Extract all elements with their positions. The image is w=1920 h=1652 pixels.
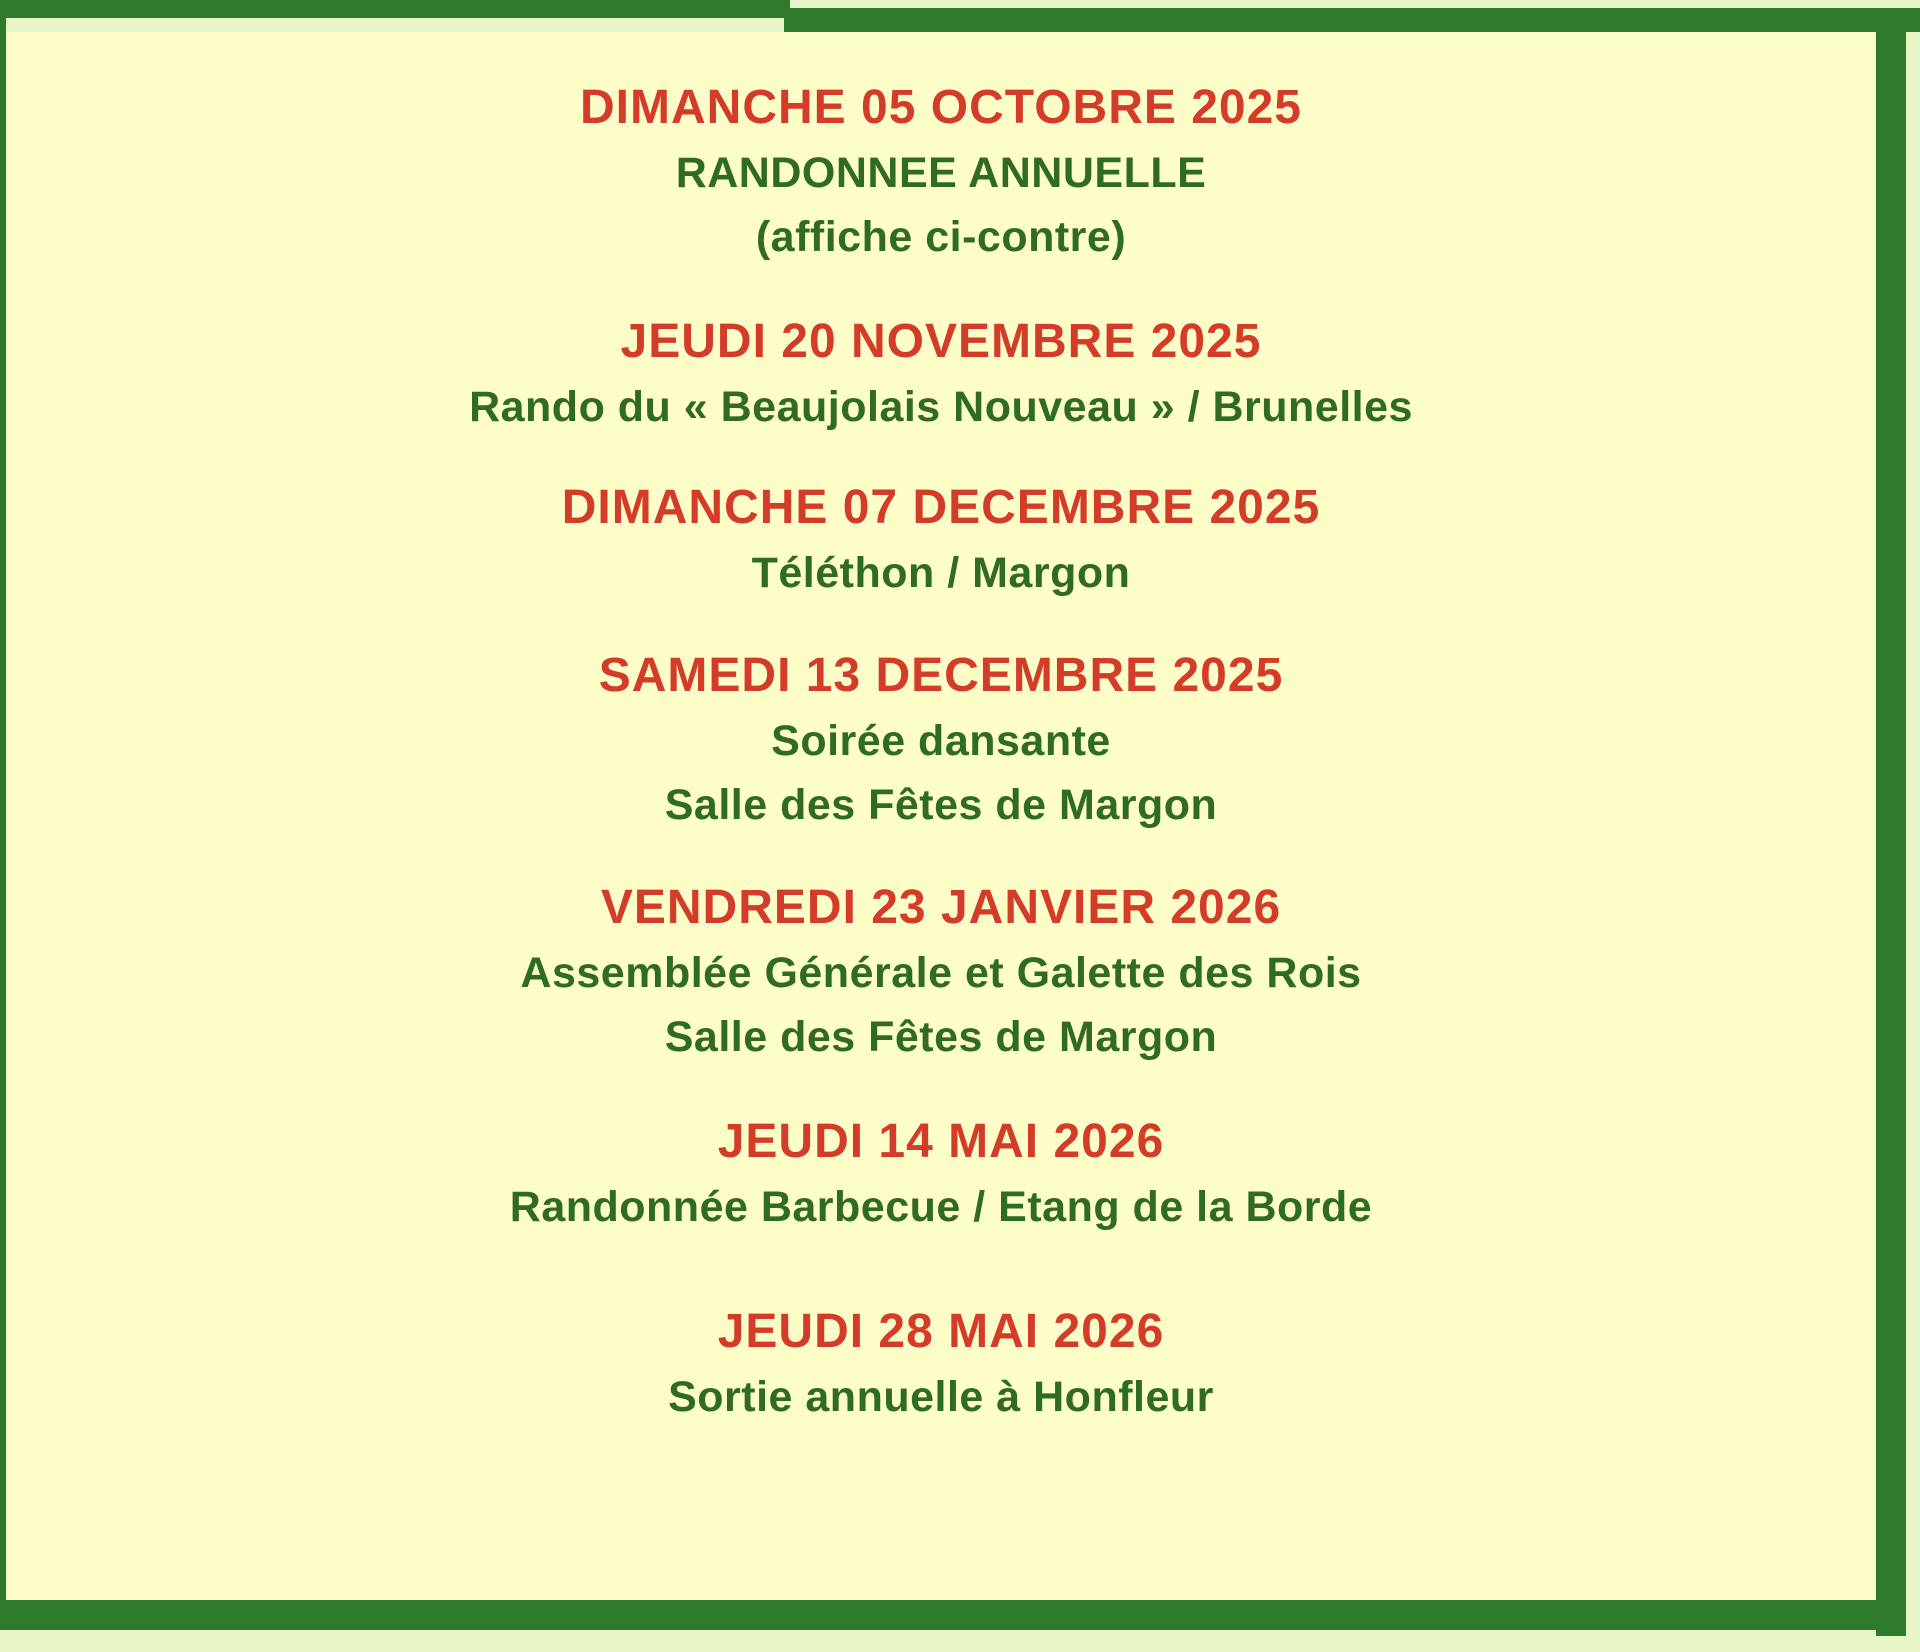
event-date: JEUDI 28 MAI 2026 [717, 1305, 1165, 1358]
event-date: JEUDI 20 NOVEMBRE 2025 [620, 315, 1262, 368]
event-date: DIMANCHE 07 DECEMBRE 2025 [561, 481, 1321, 534]
event-date: JEUDI 14 MAI 2026 [717, 1115, 1165, 1168]
event-description: Sortie annuelle à Honfleur [668, 1373, 1214, 1421]
event-date: VENDREDI 23 JANVIER 2026 [600, 881, 1282, 934]
event-description: Assemblée Générale et Galette des Rois [520, 949, 1362, 997]
event-description: Salle des Fêtes de Margon [664, 781, 1218, 829]
event-description: Randonnée Barbecue / Etang de la Borde [509, 1183, 1373, 1231]
frame-top-right-border [784, 8, 1920, 32]
events-list [6, 32, 1876, 1600]
events-panel [6, 32, 1876, 1600]
event-description: Rando du « Beaujolais Nouveau » / Brunelles [469, 383, 1413, 431]
event-description: Soirée dansante [771, 717, 1111, 765]
event-description: Salle des Fêtes de Margon [664, 1013, 1218, 1061]
frame-right-border [1876, 8, 1906, 1636]
event-description: RANDONNEE ANNUELLE [675, 149, 1207, 197]
frame-bottom-border [0, 1600, 1906, 1630]
event-description: (affiche ci-contre) [755, 213, 1127, 261]
frame-top-left-border [0, 0, 790, 18]
event-description: Téléthon / Margon [751, 549, 1131, 597]
event-date: SAMEDI 13 DECEMBRE 2025 [598, 649, 1284, 702]
event-date: DIMANCHE 05 OCTOBRE 2025 [580, 81, 1302, 134]
